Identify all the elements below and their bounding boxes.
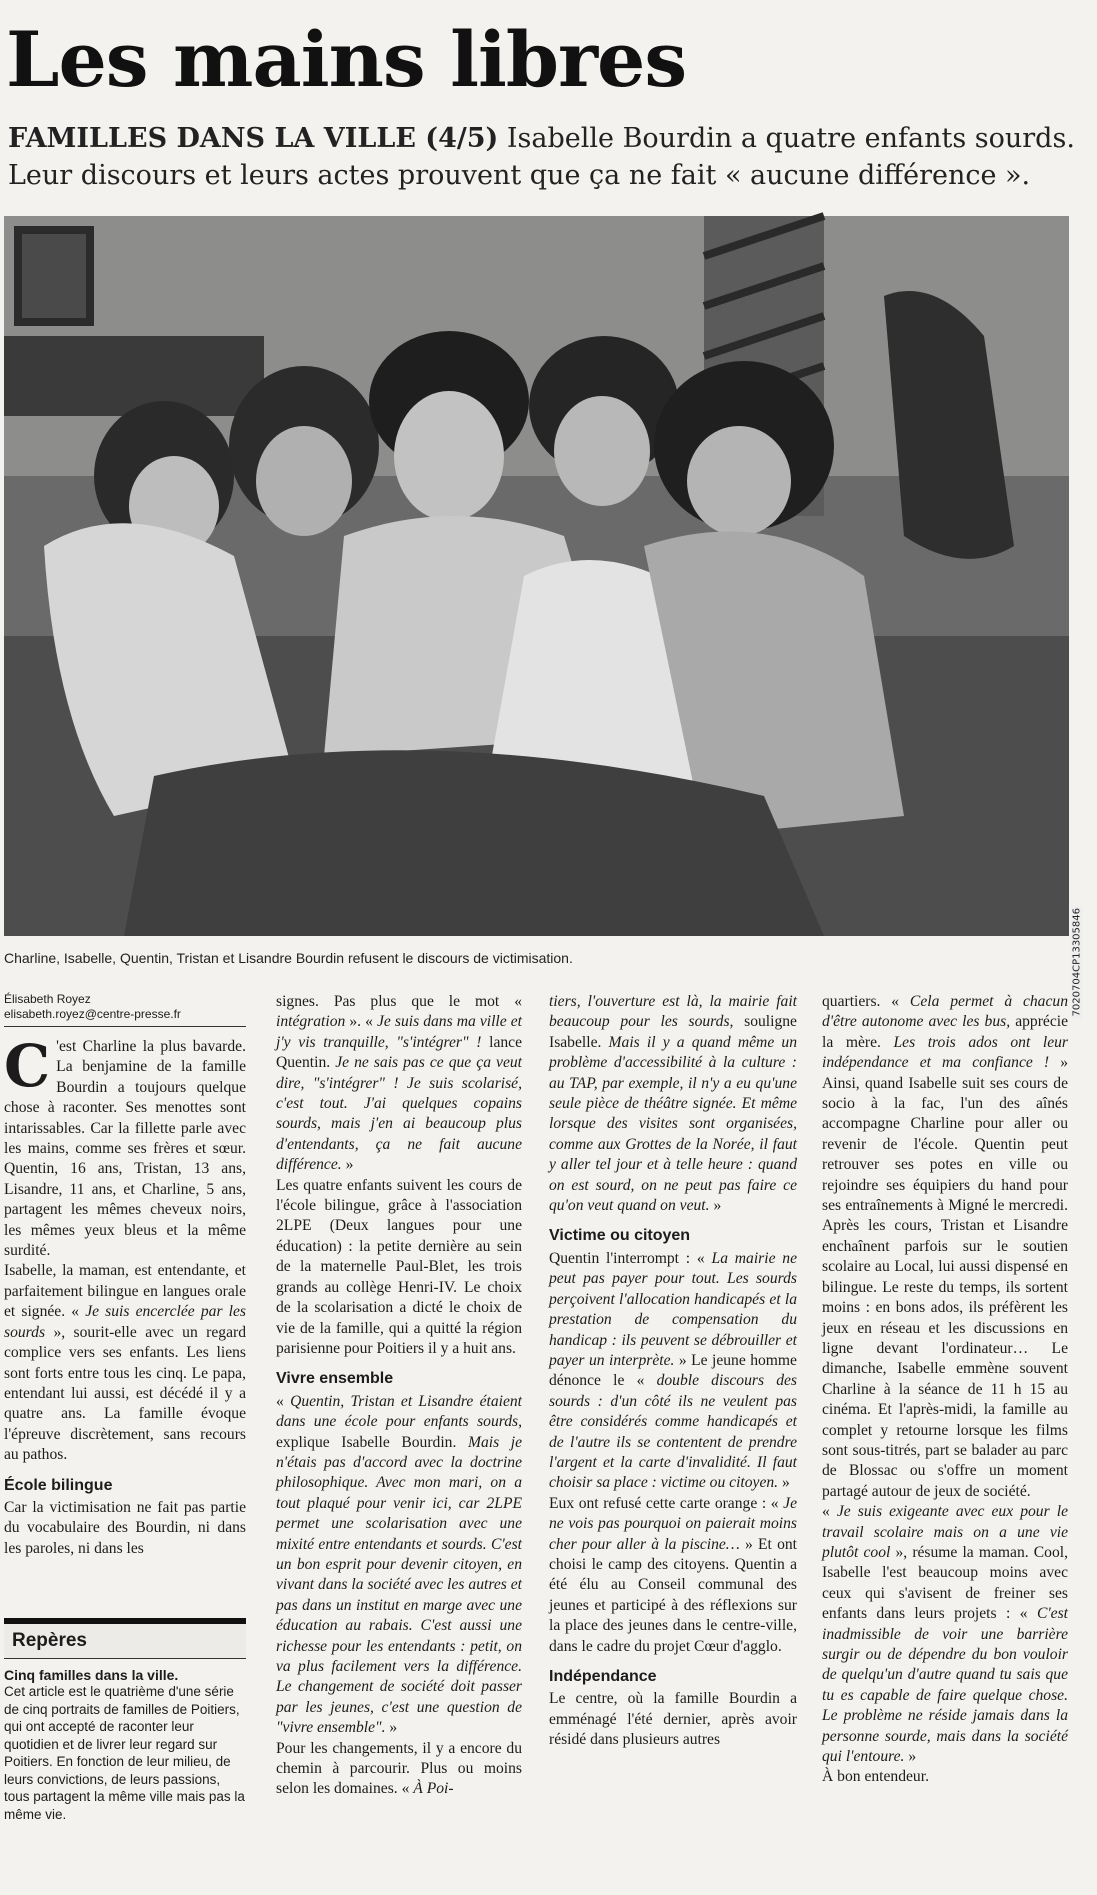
reperes-lead: Cinq familles dans la ville. [4,1667,179,1683]
quote: Je ne sais pas ce que ça veut dire, "s'intégrer" ! Je suis scolarisé, c'est tout. J'ai quelques copains sourds, mais j'en ai beaucoup plus d'entendants, ça ne fait aucune différence. [276,1054,522,1174]
quote: C'est inadmissible de voir une barrière surgir ou de dépendre du bon vouloir de quelqu'un d'autre quand tu sais que tu es capable de faire quelque chose. Le problème ne réside jamais dans la personne sourde, mais dans la société qui l'entoure. [822,1605,1068,1766]
text: lance Quentin. [276,1033,523,1072]
text: Quentin l'interrompt : « [549,1249,712,1267]
quote: À Poi- [413,1780,454,1798]
byline-rule [4,1026,246,1027]
paragraph [822,992,1068,1502]
paragraph [276,1739,522,1800]
text: » Le jeune homme dénonce le « [549,1351,797,1390]
paragraph [549,1249,797,1494]
text: » Ainsi, quand Isabelle suit ses cours de socio à la fac, l'un des aînés accompagne Charline pour aller ou revenir de l'école. Quentin peut retrouver ses potes en ville ou rejoindre ses équipiers du hand pour ses entraînements à Migné le mercredi. Après les cours, Tristan et Lisandre enchaînent parfois sur le soutien scolaire au Local, lui aussi dispensé en bilingue. Le reste du temps, ils sortent moins : en bons ados, ils préfèrent les jeux en réseau et les discussions en ligne devant l'ordinateur… Le dimanche, Isabelle emmène souvent Charline à la séance de 11 h 15 au cinéma. Et l'après-midi, la famille au complet y retourne lorsque les films sont sous-titrés, part se balader au parc de Blossac ou s'offre un moment partagé autour de jeux de société. [822,1054,1069,1500]
quote: La mairie ne peut pas payer pour tout. Les sourds perçoivent l'allocation handicapés et la prestation de compensation du handicap : ils peuvent se débrouiller et payer un interprète. [549,1249,797,1369]
subheading: École bilingue [4,1476,113,1494]
quote: Je suis encerclée par les sourds [4,1303,246,1341]
article-column-3 [549,992,797,1751]
author-email[interactable]: elisabeth.royez@centre-presse.fr [4,1007,181,1021]
article-column-4 [822,992,1068,1788]
photo-credit: 7020704CP13305846 [1071,908,1082,1017]
paragraph [549,992,797,1216]
reperes-body: Cet article est le quatrième d'une série de cinq portraits de familles de Poitiers, qui ont accepté de raconter leur quotidien et de livrer leur regard sur Poitiers. En fonction de leur milieu, de leurs convictions, de leurs passions, tous partagent la même ville mais pas la même vie. [4,1684,245,1822]
standfirst [8,120,1083,194]
text: apprécie la mère. [822,1013,1069,1051]
quote: Cela permet à chacun d'être autonome avec les bus, [822,993,1068,1031]
quote: tiers, l'ouverture est là, la mairie fait beaucoup pour les sourds, [549,993,797,1031]
text: explique Isabelle Bourdin. [276,1433,468,1451]
text: quartiers. « [822,993,910,1010]
paragraph [4,1032,246,1261]
text: » [341,1156,354,1174]
quote: intégration [276,1013,346,1031]
quote: Je suis exigeante avec eux pour le travail scolaire mais on a une vie plutôt cool [822,1503,1068,1561]
text: « [276,1392,291,1410]
text: ». « [345,1013,377,1031]
quote: double discours des sourds : d'un côté ils ne veulent pas être considérés comme handicapés et de l'autre ils se contentent de prendre l'argent et la carte d'invalidité. Il faut choisir sa place : victime ou citoyen. [549,1372,798,1492]
text: », résume la maman. Cool, Isabelle l'est beaucoup moins avec ceux qui s'avisent de freiner ses enfants dans leurs projets : « [822,1543,1069,1623]
article-column-1 [4,992,246,1559]
author-name: Élisabeth Royez [4,992,91,1006]
family-photo-illustration [4,216,1069,936]
reperes-box [4,1618,246,1823]
text: souligne Isabelle. [549,1013,797,1051]
text: « [822,1503,837,1521]
quote: Mais il y a quand même un problème d'accessibilité à la culture : au TAP, par exemple, il n'y a eu qu'une seule pièce de théâtre signée. Et même lorsque des visites sont organisées, comme aux Grottes de la Norée, il faut y aller tel jour et à telle heure : quand on est sourd, on ne peut pas faire ce qu'on veut quand on veut. [549,1033,797,1215]
paragraph: Les quatre enfants suivent les cours de l'école bilingue, grâce à l'association 2LPE (Deux langues pour une éducation) : la petite dernière au sein de la maternelle Paul-Blet, les trois grands au collège Henri-IV. Le choix de la scolarisation a dicté le choix de vie de la famille, qui a quitté la région parisienne pour Poitiers il y a huit ans. [276,1176,522,1357]
paragraph-text: 'est Charline la plus bavarde. La benjamine de la famille Bourdin a toujours quelque chose à raconter. Ses menottes sont intarissables. Car la fillette parle avec les mains, comme ses frères et sœur. Quentin, 16 ans, Tristan, 13 ans, Lisandre, 11 ans, et Charline, 5 ans, partagent les mêmes cheveux noirs, les mêmes yeux bleus et la même surdité. [4,1038,246,1260]
quote: Mais je n'étais pas d'accord avec la doctrine philosophique. Avec mon mari, on a tout plaqué pour venir ici, car 2LPE permet une scolarisation avec une mixité entre entendants et sourds. C'est un bon esprit pour devenir citoyen, en vivant dans la société avec les autres et pas dans un institut en marge avec une éducation au rabais. C'est aussi une richesse pour les entendants : petit, on va plus facilement vers la différence. Le changement de société doit passer par les jeunes, c'est une question de "vivre ensemble". [276,1433,522,1737]
text: » [778,1474,790,1492]
text: » Et ont choisi le camp des citoyens. Quentin a été élu au Conseil communal des jeunes et participé à des réflexions sur la place des jeunes dans le centre-ville, dans le cadre du projet Cœur d'agglo. [549,1535,798,1655]
standfirst-text: Isabelle Bourdin a quatre enfants sourds. Leur discours et leurs actes prouvent que ça ne fait « aucune différence ». [8,123,1075,191]
subheading: Victime ou citoyen [549,1227,691,1245]
quote: Quentin, Tristan et Lisandre étaient dans une école pour enfants sourds, [276,1392,522,1431]
article-column-2 [276,992,522,1800]
photo-caption: Charline, Isabelle, Quentin, Tristan et Lisandre Bourdin refusent le discours de victimisation. [4,950,573,966]
paragraph [822,1502,1068,1767]
text: signes. Pas plus que le mot « [276,993,522,1010]
series-kicker: FAMILLES DANS LA VILLE (4/5) [8,123,499,154]
paragraph: Car la victimisation ne fait pas partie du vocabulaire des Bourdin, ni dans les paroles, ni dans les [4,1498,246,1557]
reperes-title: Repères [4,1624,246,1659]
paragraph [276,1392,522,1739]
text: » [709,1197,722,1215]
paragraph [549,1494,797,1657]
quote: Les trois ados ont leur indépendance et ma confiance ! [822,1033,1068,1072]
text: » [904,1748,917,1766]
subheading: Indépendance [549,1668,657,1685]
subheading: Vivre ensemble [276,1370,394,1388]
drop-cap: C [4,1032,51,1100]
text: », sourit-elle avec un regard complice vers ses enfants. Les liens sont forts entre tous les cinq. Le papa, entendant lui aussi, est décédé il y a quatre ans. La famille évoque l'épreuve discrètement, sans recours au pathos. [4,1323,246,1464]
quote: Je ne vois pas pourquoi on paierait moins cher pour aller à la piscine… [549,1494,797,1553]
paragraph [4,1261,246,1465]
headline: Les mains libres [6,15,687,104]
text: Isabelle, la maman, est entendante, et parfaitement bilingue en langues orale et signée. « [4,1262,246,1321]
text: » [385,1719,398,1737]
text: Pour les changements, il y a encore du chemin à parcourir. Plus ou moins selon les domaines. « [276,1739,522,1798]
paragraph: À bon entendeur. [822,1768,929,1786]
text: Eux ont refusé cette carte orange : « [549,1494,784,1512]
paragraph: Le centre, où la famille Bourdin a emménagé l'été dernier, après avoir résidé dans plusieurs autres [549,1690,797,1749]
quote: Je suis dans ma ville et j'y vis tranquille, "s'intégrer" ! [276,1013,522,1051]
byline [4,992,246,1022]
paragraph [276,992,522,1176]
